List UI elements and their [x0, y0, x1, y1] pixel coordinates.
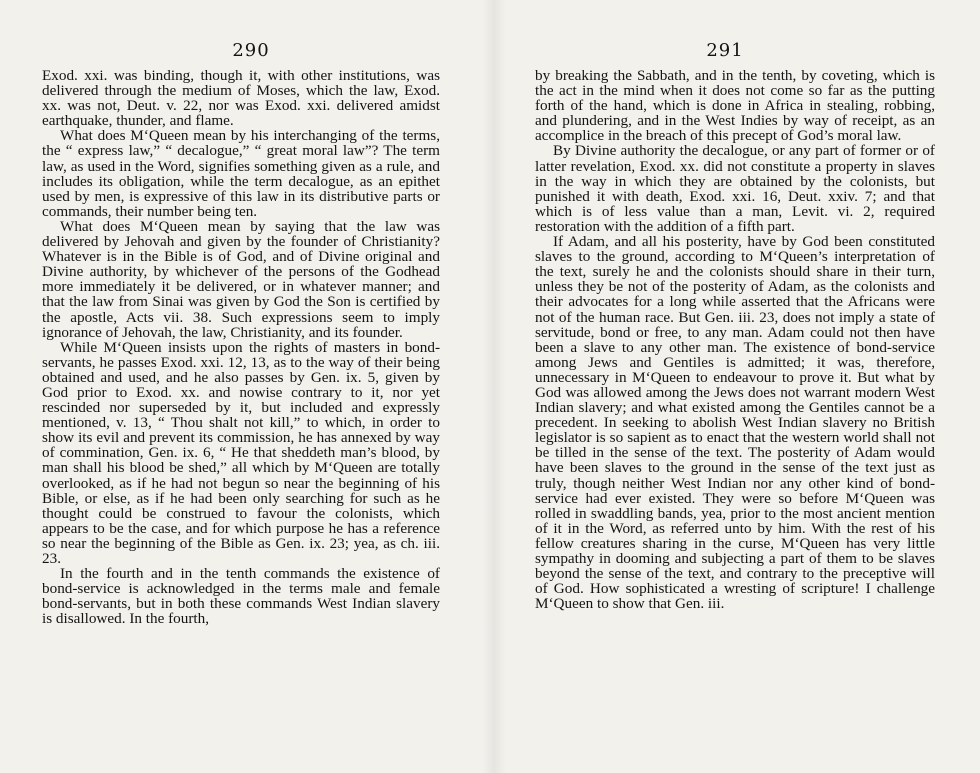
- page-body: [42, 68, 440, 626]
- paragraph: What does M‘Queen mean by saying that the law was delivered by Jehovah and given by the founder of Christianity? Whatever is in the Bible is of God, and of Divine original and Divine authority, by whichever of the persons of the Godhead more immediately it be delivered, or in whatever manner; and that the law from Sinai was given by God the Son is certified by the apostle, Acts vii. 38. Such expressions seem to imply ignorance of Jehovah, the law, Christianity, and its founder.: [42, 217, 440, 341]
- paragraph: In the fourth and in the tenth commands the existence of bond-service is acknowledged in the terms male and female bond-servants, but in both these commands West Indian slavery is disallowed. In the fourth,: [42, 565, 440, 628]
- paragraph: By Divine authority the decalogue, or any part of former or of latter revelation, Exod. xx. did not constitute a property in slaves in the way in which they are obtained by the colonists, but punished it with death, Exod. xxi. 16, Deut. xxiv. 7; and that which is of less value than a man, Levit. vi. 2, required restoration with the addition of a fifth part.: [535, 142, 935, 235]
- paragraph: If Adam, and all his posterity, have by God been constituted slaves to the ground, according to M‘Queen’s interpretation of the text, surely he and the colonists should share in their turn, unless they be not of the posterity of Adam, as the colonists and their advocates for a long while asserted that the Africans were not of the human race. But Gen. iii. 23, does not imply a state of servitude, bond or free, to any man. Adam could not then have been a slave to any other man. The existence of bond-service among Jews and Gentiles is admitted; it was, therefore, unnecessary in M‘Queen to endeavour to prove it. But what by God was allowed among the Jews does not warrant modern West Indian slavery; and what existed among the Gentiles cannot be a precedent. In seeking to abolish West Indian slavery no British legislator is so sapient as to enact that the western world shall not be tilled in the sense of the text. The posterity of Adam would have been slaves to the ground in the sense of the text just as truly, though neither West Indian nor any other kind of bond-service had ever existed. They were so before M‘Queen was rolled in swaddling bands, yea, prior to the most ancient mention of it in the Word, as referred unto by him. With the rest of his fellow creatures sharing in the curse, M‘Queen has very little sympathy in dooming and subjecting a part of them to be slaves beyond the sense of the text, and contrary to the preceptive will of God. How sophisticated a wresting of scripture! I challenge M‘Queen to show that Gen. iii.: [535, 233, 935, 613]
- book-gutter: [482, 0, 506, 773]
- page-number: 291: [706, 40, 744, 61]
- page-body: [535, 68, 935, 611]
- paragraph: by breaking the Sabbath, and in the tenth, by coveting, which is the act in the mind when it does not come so far as the putting forth of the hand, which is done in Africa in stealing, robbing, and plundering, and in the West Indies by way of receipt, as an accomplice in the breach of this precept of God’s moral law.: [535, 67, 935, 145]
- paragraph: What does M‘Queen mean by his interchanging of the terms, the “ express law,” “ decalogue,” “ great moral law”? The term law, as used in the Word, signifies something given as a rule, and includes its obligation, while the term decalogue, as an epithet used by men, is expressive of this law in its distributive parts or commands, their number being ten.: [42, 127, 440, 220]
- paragraph: While M‘Queen insists upon the rights of masters in bond-servants, he passes Exod. xxi. 12, 13, as to the way of their being obtained and used, and he also passes by Gen. ix. 5, given by God prior to Exod. xx. and nowise contrary to it, nor yet rescinded nor superseded by it, but included and expressly mentioned, v. 13, “ Thou shalt not kill,” to which, in order to show its evil and prevent its commission, he has annexed by way of commination, Gen. ix. 6, “ He that sheddeth man’s blood, by man shall his blood be shed,” all which by M‘Queen are totally overlooked, as if he had not begun so near the beginning of his Bible, or else, as if he had been only searching for such as he thought could be construed to favour the colonists, which appears to be the case, and for which purpose he has a reference so near the beginning of the Bible as Gen. ix. 23; yea, as ch. iii. 23.: [42, 338, 440, 567]
- page-number: 290: [232, 40, 270, 61]
- paragraph: Exod. xxi. was binding, though it, with other institutions, was delivered through the medium of Moses, which the law, Exod. xx. was not, Deut. v. 22, nor was Exod. xxi. delivered amidst earthquake, thunder, and flame.: [42, 67, 440, 130]
